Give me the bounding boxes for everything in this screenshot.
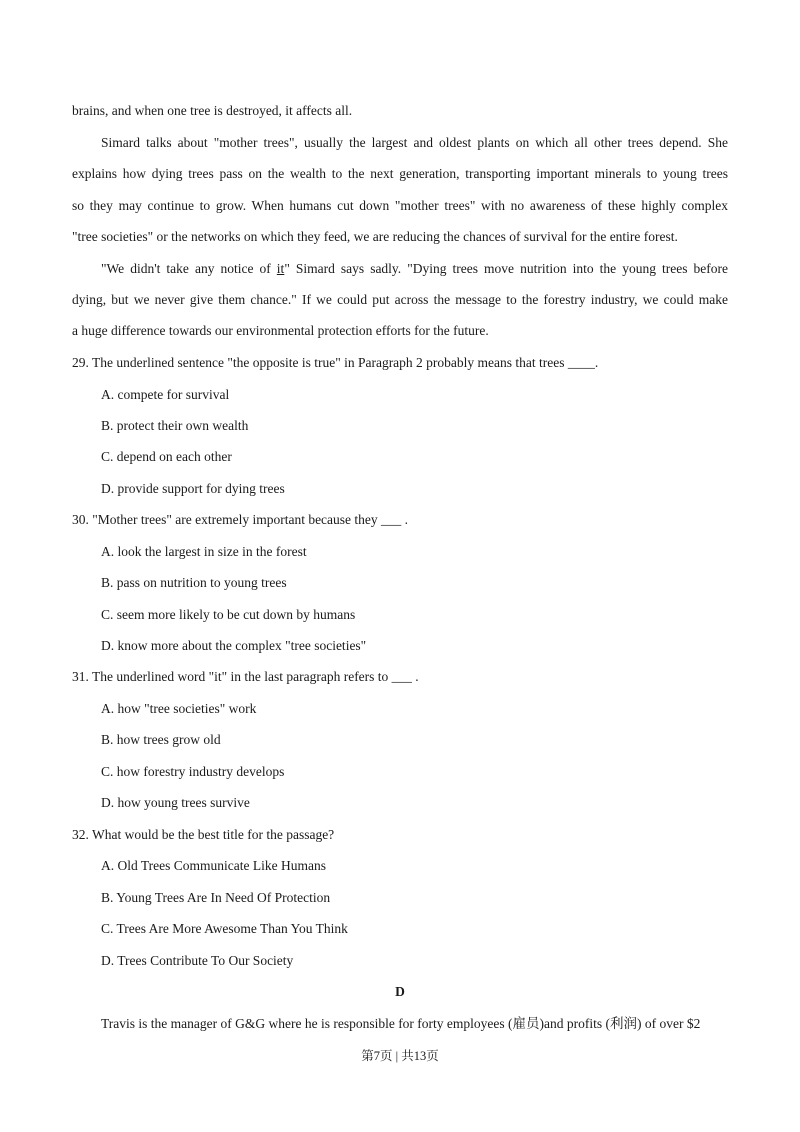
- passage-line: Simard talks about "mother trees", usually the largest and oldest plants on which all other trees depend. She: [101, 135, 728, 150]
- page-footer: 第7页 | 共13页: [361, 1049, 439, 1063]
- question-option: C. Trees Are More Awesome Than You Think: [101, 921, 348, 936]
- section-heading: D: [395, 984, 405, 999]
- question-option: C. seem more likely to be cut down by humans: [101, 607, 356, 622]
- question-option: A. how "tree societies" work: [101, 701, 257, 716]
- question-option: A. look the largest in size in the forest: [101, 544, 307, 559]
- passage-line: so they may continue to grow. When humans cut down "mother trees" with no awareness of these highly complex: [72, 198, 728, 213]
- question-option: C. depend on each other: [101, 449, 232, 464]
- question-option: B. Young Trees Are In Need Of Protection: [101, 890, 331, 905]
- question-option: A. Old Trees Communicate Like Humans: [101, 858, 326, 873]
- question-stem: 30. "Mother trees" are extremely important because they ___ .: [72, 512, 409, 527]
- question-option: B. protect their own wealth: [101, 418, 249, 433]
- passage-line: brains, and when one tree is destroyed, it affects all.: [72, 103, 353, 118]
- passage-line: explains how dying trees pass on the wealth to the next generation, transporting important minerals to young trees: [72, 166, 728, 181]
- question-option: D. how young trees survive: [101, 795, 250, 810]
- question-option: B. how trees grow old: [101, 732, 221, 747]
- passage-line: Travis is the manager of G&G where he is responsible for forty employees (雇员)and profits (利润) of over $2: [101, 1016, 701, 1031]
- passage-text: "We didn't take any notice of: [101, 261, 277, 276]
- question-stem: 32. What would be the best title for the passage?: [72, 827, 335, 842]
- passage-line: [101, 260, 728, 278]
- passage-line: a huge difference towards our environmental protection efforts for the future.: [72, 323, 489, 338]
- question-option: D. provide support for dying trees: [101, 481, 285, 496]
- question-stem: 31. The underlined word "it" in the last paragraph refers to ___ .: [72, 669, 419, 684]
- passage-text: " Simard says sadly. "Dying trees move nutrition into the young trees before: [284, 261, 728, 276]
- question-stem: 29. The underlined sentence "the opposite is true" in Paragraph 2 probably means that trees ____.: [72, 355, 599, 370]
- underlined-word-it: it: [276, 261, 285, 276]
- passage-line: "tree societies" or the networks on which they feed, we are reducing the chances of survival for the entire forest.: [72, 229, 678, 244]
- question-option: A. compete for survival: [101, 387, 230, 402]
- question-option: C. how forestry industry develops: [101, 764, 285, 779]
- passage-line: dying, but we never give them chance." If we could put across the message to the forestry industry, we could make: [72, 292, 728, 307]
- question-option: D. Trees Contribute To Our Society: [101, 953, 294, 968]
- question-option: D. know more about the complex "tree societies": [101, 638, 367, 653]
- question-option: B. pass on nutrition to young trees: [101, 575, 287, 590]
